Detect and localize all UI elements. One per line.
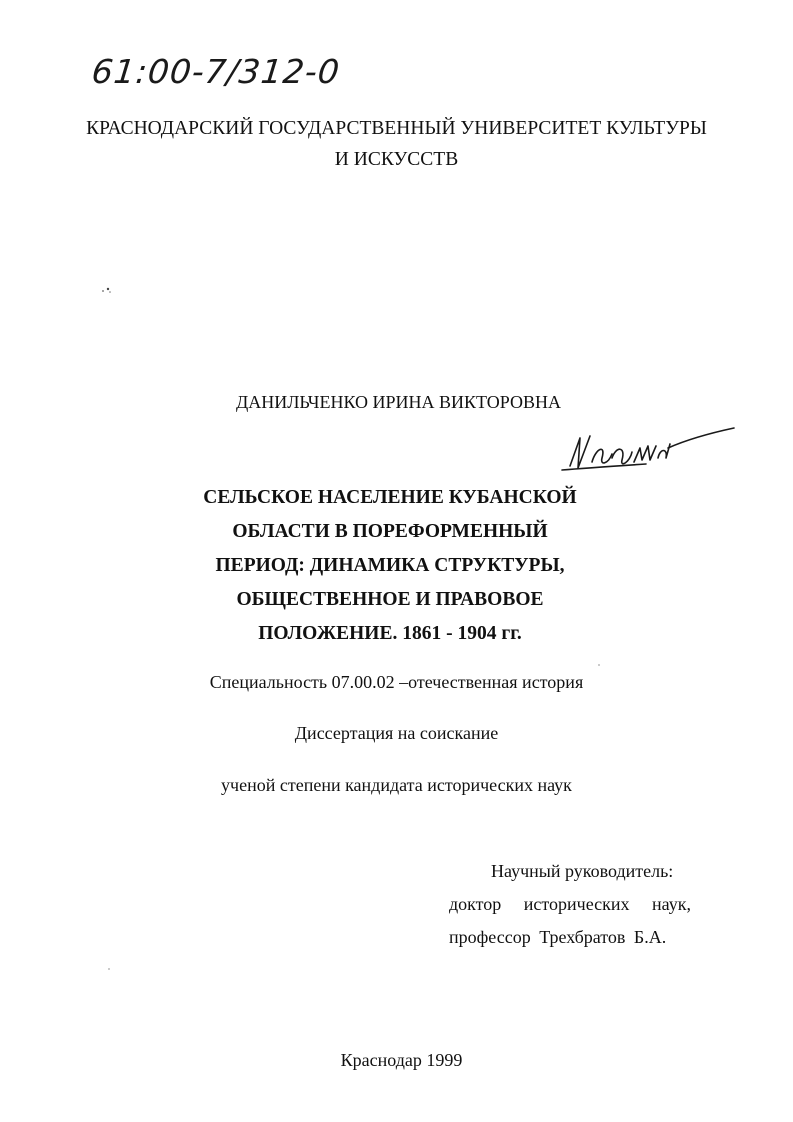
specialty: Специальность 07.00.02 –отечественная история bbox=[209, 672, 584, 692]
university-name-line-1: КРАСНОДАРСКИЙ ГОСУДАРСТВЕННЫЙ УНИВЕРСИТЕТ КУЛЬТУРЫ bbox=[86, 118, 707, 139]
university-name bbox=[0, 113, 793, 175]
title-line: СЕЛЬСКОЕ НАСЕЛЕНИЕ КУБАНСКОЙ bbox=[203, 487, 577, 508]
handwritten-catalog-number: 61:00-7/312-0 bbox=[89, 52, 343, 91]
author-name: ДАНИЛЬЧЕНКО ИРИНА ВИКТОРОВНА bbox=[235, 392, 562, 412]
title-line: ПОЛОЖЕНИЕ. 1861 - 1904 гг. bbox=[258, 623, 522, 644]
dissertation-title bbox=[180, 481, 600, 651]
title-line: ОБЛАСТИ В ПОРЕФОРМЕННЫЙ bbox=[232, 521, 548, 542]
university-name-line-2: И ИСКУССТВ bbox=[334, 149, 459, 170]
place-and-year: Краснодар 1999 bbox=[340, 1050, 463, 1070]
supervisor-name: профессор Трехбратов Б.А. bbox=[449, 927, 667, 947]
supervisor-block bbox=[449, 855, 691, 954]
supervisor-degree: доктор исторических наук, bbox=[449, 894, 691, 914]
degree-sought: ученой степени кандидата исторических наук bbox=[221, 775, 572, 795]
author-signature bbox=[556, 418, 736, 488]
title-line: ОБЩЕСТВЕННОЕ И ПРАВОВОЕ bbox=[236, 589, 544, 610]
scan-dust bbox=[108, 968, 110, 970]
supervisor-label: Научный руководитель: bbox=[491, 861, 674, 881]
scan-dust bbox=[598, 664, 600, 666]
title-line: ПЕРИОД: ДИНАМИКА СТРУКТУРЫ, bbox=[215, 555, 565, 576]
scan-specks bbox=[100, 285, 114, 295]
dissertation-type: Диссертация на соискание bbox=[294, 723, 499, 743]
